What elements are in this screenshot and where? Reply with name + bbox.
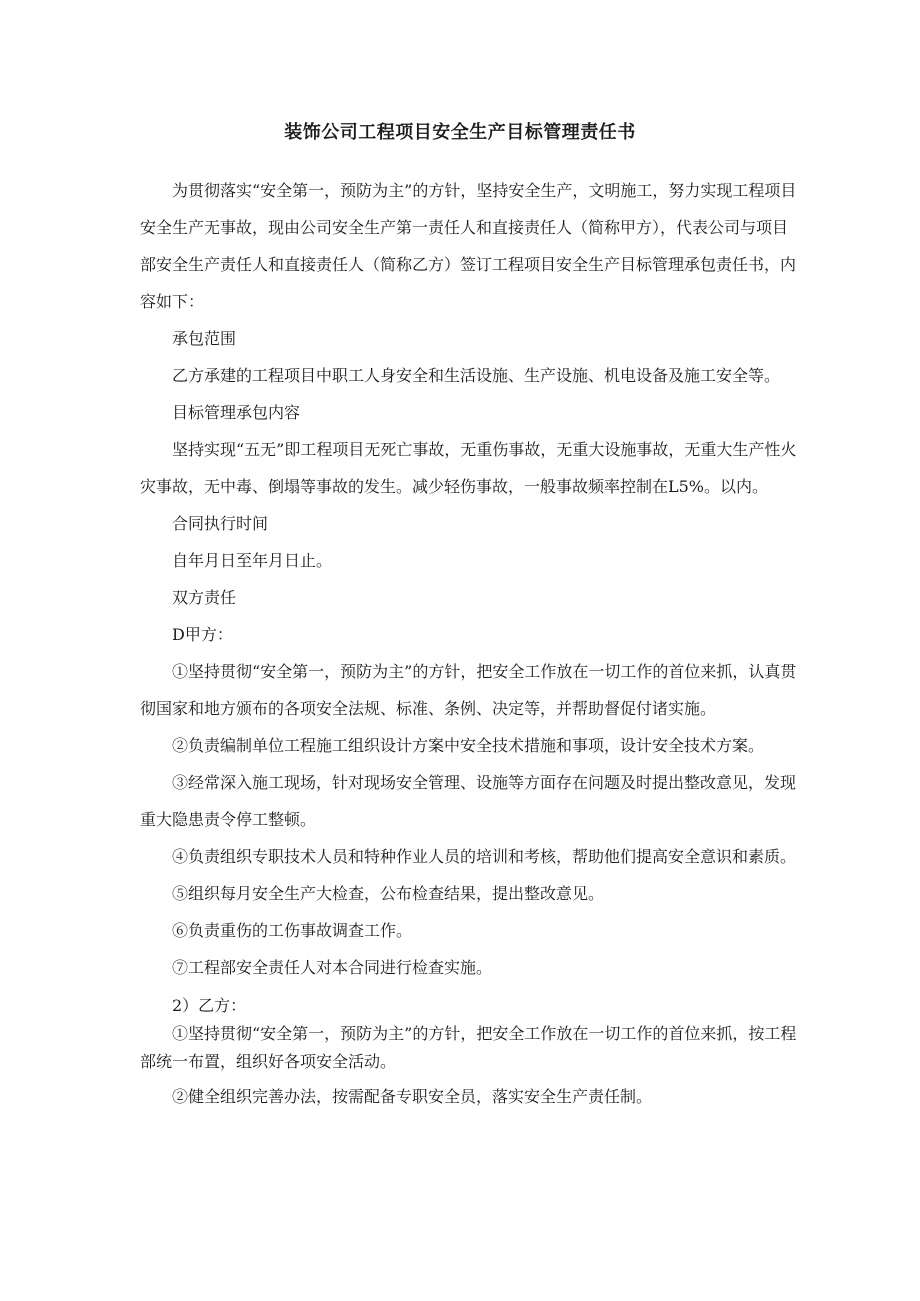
document-body: [140, 172, 800, 1115]
party-a-item-5: ⑤组织每月安全生产大检查，公布检查结果，提出整改意见。: [172, 884, 605, 903]
party-a-item-6: ⑥负责重伤的工伤事故调查工作。: [172, 921, 413, 940]
party-a-item-1: ①坚持贯彻“安全第一，预防为主”的方针，把安全工作放在一切工作的首位来抓，认真贯彻国家和地方颁布的各项安全法规、标准、条例、决定等，并帮助督促付诸实施。: [140, 662, 797, 718]
party-b-item-2: ②健全组织完善办法，按需配备专职安全员，落实安全生产责任制。: [172, 1087, 653, 1106]
target-paragraph: 坚持实现“五无”即工程项目无死亡事故，无重伤事故，无重大设施事故，无重大生产性火灾事故，无中毒、倒塌等事故的发生。减少轻伤事故，一般事故频率控制在L5%。以内。: [140, 440, 797, 496]
party-a-item-2: ②负责编制单位工程施工组织设计方案中安全技术措施和事项，设计安全技术方案。: [172, 736, 765, 755]
party-b-item-1: ①坚持贯彻“安全第一，预防为主”的方针，把安全工作放在一切工作的首位来抓，按工程部统一布置，组织好各项安全活动。: [140, 1024, 797, 1071]
term-paragraph: 自年月日至年月日止。: [172, 551, 333, 570]
scope-heading: 承包范围: [172, 329, 237, 348]
party-a-heading: D甲方：: [172, 625, 233, 644]
party-b-heading: 2）乙方：: [172, 996, 247, 1015]
party-a-item-4: ④负责组织专职技术人员和特种作业人员的培训和考核，帮助他们提高安全意识和素质。: [172, 847, 797, 866]
intro-paragraph: 为贯彻落实“安全第一，预防为主”的方针，坚持安全生产，文明施工，努力实现工程项目安全生产无事故，现由公司安全生产第一责任人和直接责任人（简称甲方），代表公司与项目部安全生产责任人和直接责任人（简称乙方）签订工程项目安全生产目标管理承包责任书，内容如下：: [140, 181, 797, 311]
scope-paragraph: 乙方承建的工程项目中职工人身安全和生活设施、生产设施、机电设备及施工安全等。: [172, 366, 781, 385]
party-a-item-7: ⑦工程部安全责任人对本合同进行检查实施。: [172, 958, 493, 977]
document-title: 装饰公司工程项目安全生产目标管理责任书: [284, 122, 636, 143]
target-heading: 目标管理承包内容: [172, 403, 301, 422]
party-a-item-3: ③经常深入施工现场，针对现场安全管理、设施等方面存在问题及时提出整改意见，发现重大隐患责令停工整顿。: [140, 773, 797, 829]
term-heading: 合同执行时间: [172, 514, 269, 533]
duty-heading: 双方责任: [172, 588, 237, 607]
